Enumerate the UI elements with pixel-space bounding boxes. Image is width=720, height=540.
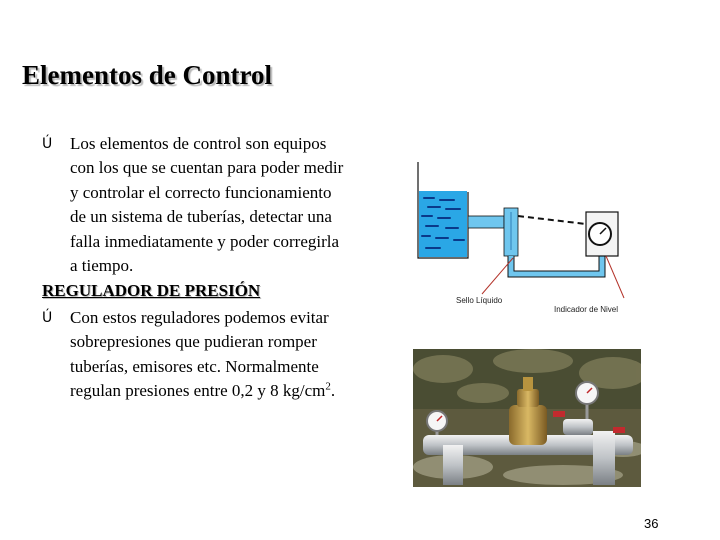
signal-line [518,216,586,224]
slide-title: Elementos de Control [22,60,272,90]
bullet-text-2-end: . [330,381,336,401]
bullet-item-1 [40,132,350,278]
bullet-text-2: Con estos reguladores podemos evitar sobrepresiones que pudieran romper tuberías, emisores etc. Normalmente regulan presiones entre 0,2 y 8 kg/cm [70,307,329,401]
level-indicator-diagram [410,160,650,320]
valve-handle-icon [613,427,625,433]
page-number: 36 [644,516,659,531]
regulator-cap [517,389,539,407]
superscript-2: 2 [325,380,331,393]
text-block [40,132,350,403]
riser-right [593,431,615,485]
section-heading: REGULADOR DE PRESIÓN [42,281,261,301]
regulator-body [509,405,547,445]
pressure-regulator-photo [413,349,641,487]
bullet-text-1: Los elementos de control son equipos con los que se cuentan para poder medir y controlar el correcto funcionamiento de un sistema de tuberías, detectar una falla inmediatamente y poder corregirla a tiempo. [70,134,344,276]
riser-left [443,445,463,485]
seal-label: Sello Líquido [456,296,503,305]
bullet-marker-icon: Ú [42,136,53,152]
bullet-marker-icon: Ú [42,309,53,326]
valve-handle-icon [553,411,565,417]
bullet-item-2 [40,306,350,404]
u-pipe-outline [511,256,602,274]
indicator-label: Indicador de Nivel [554,305,619,314]
indicator-leader-line [606,256,624,298]
outlet-pipe [468,216,504,228]
